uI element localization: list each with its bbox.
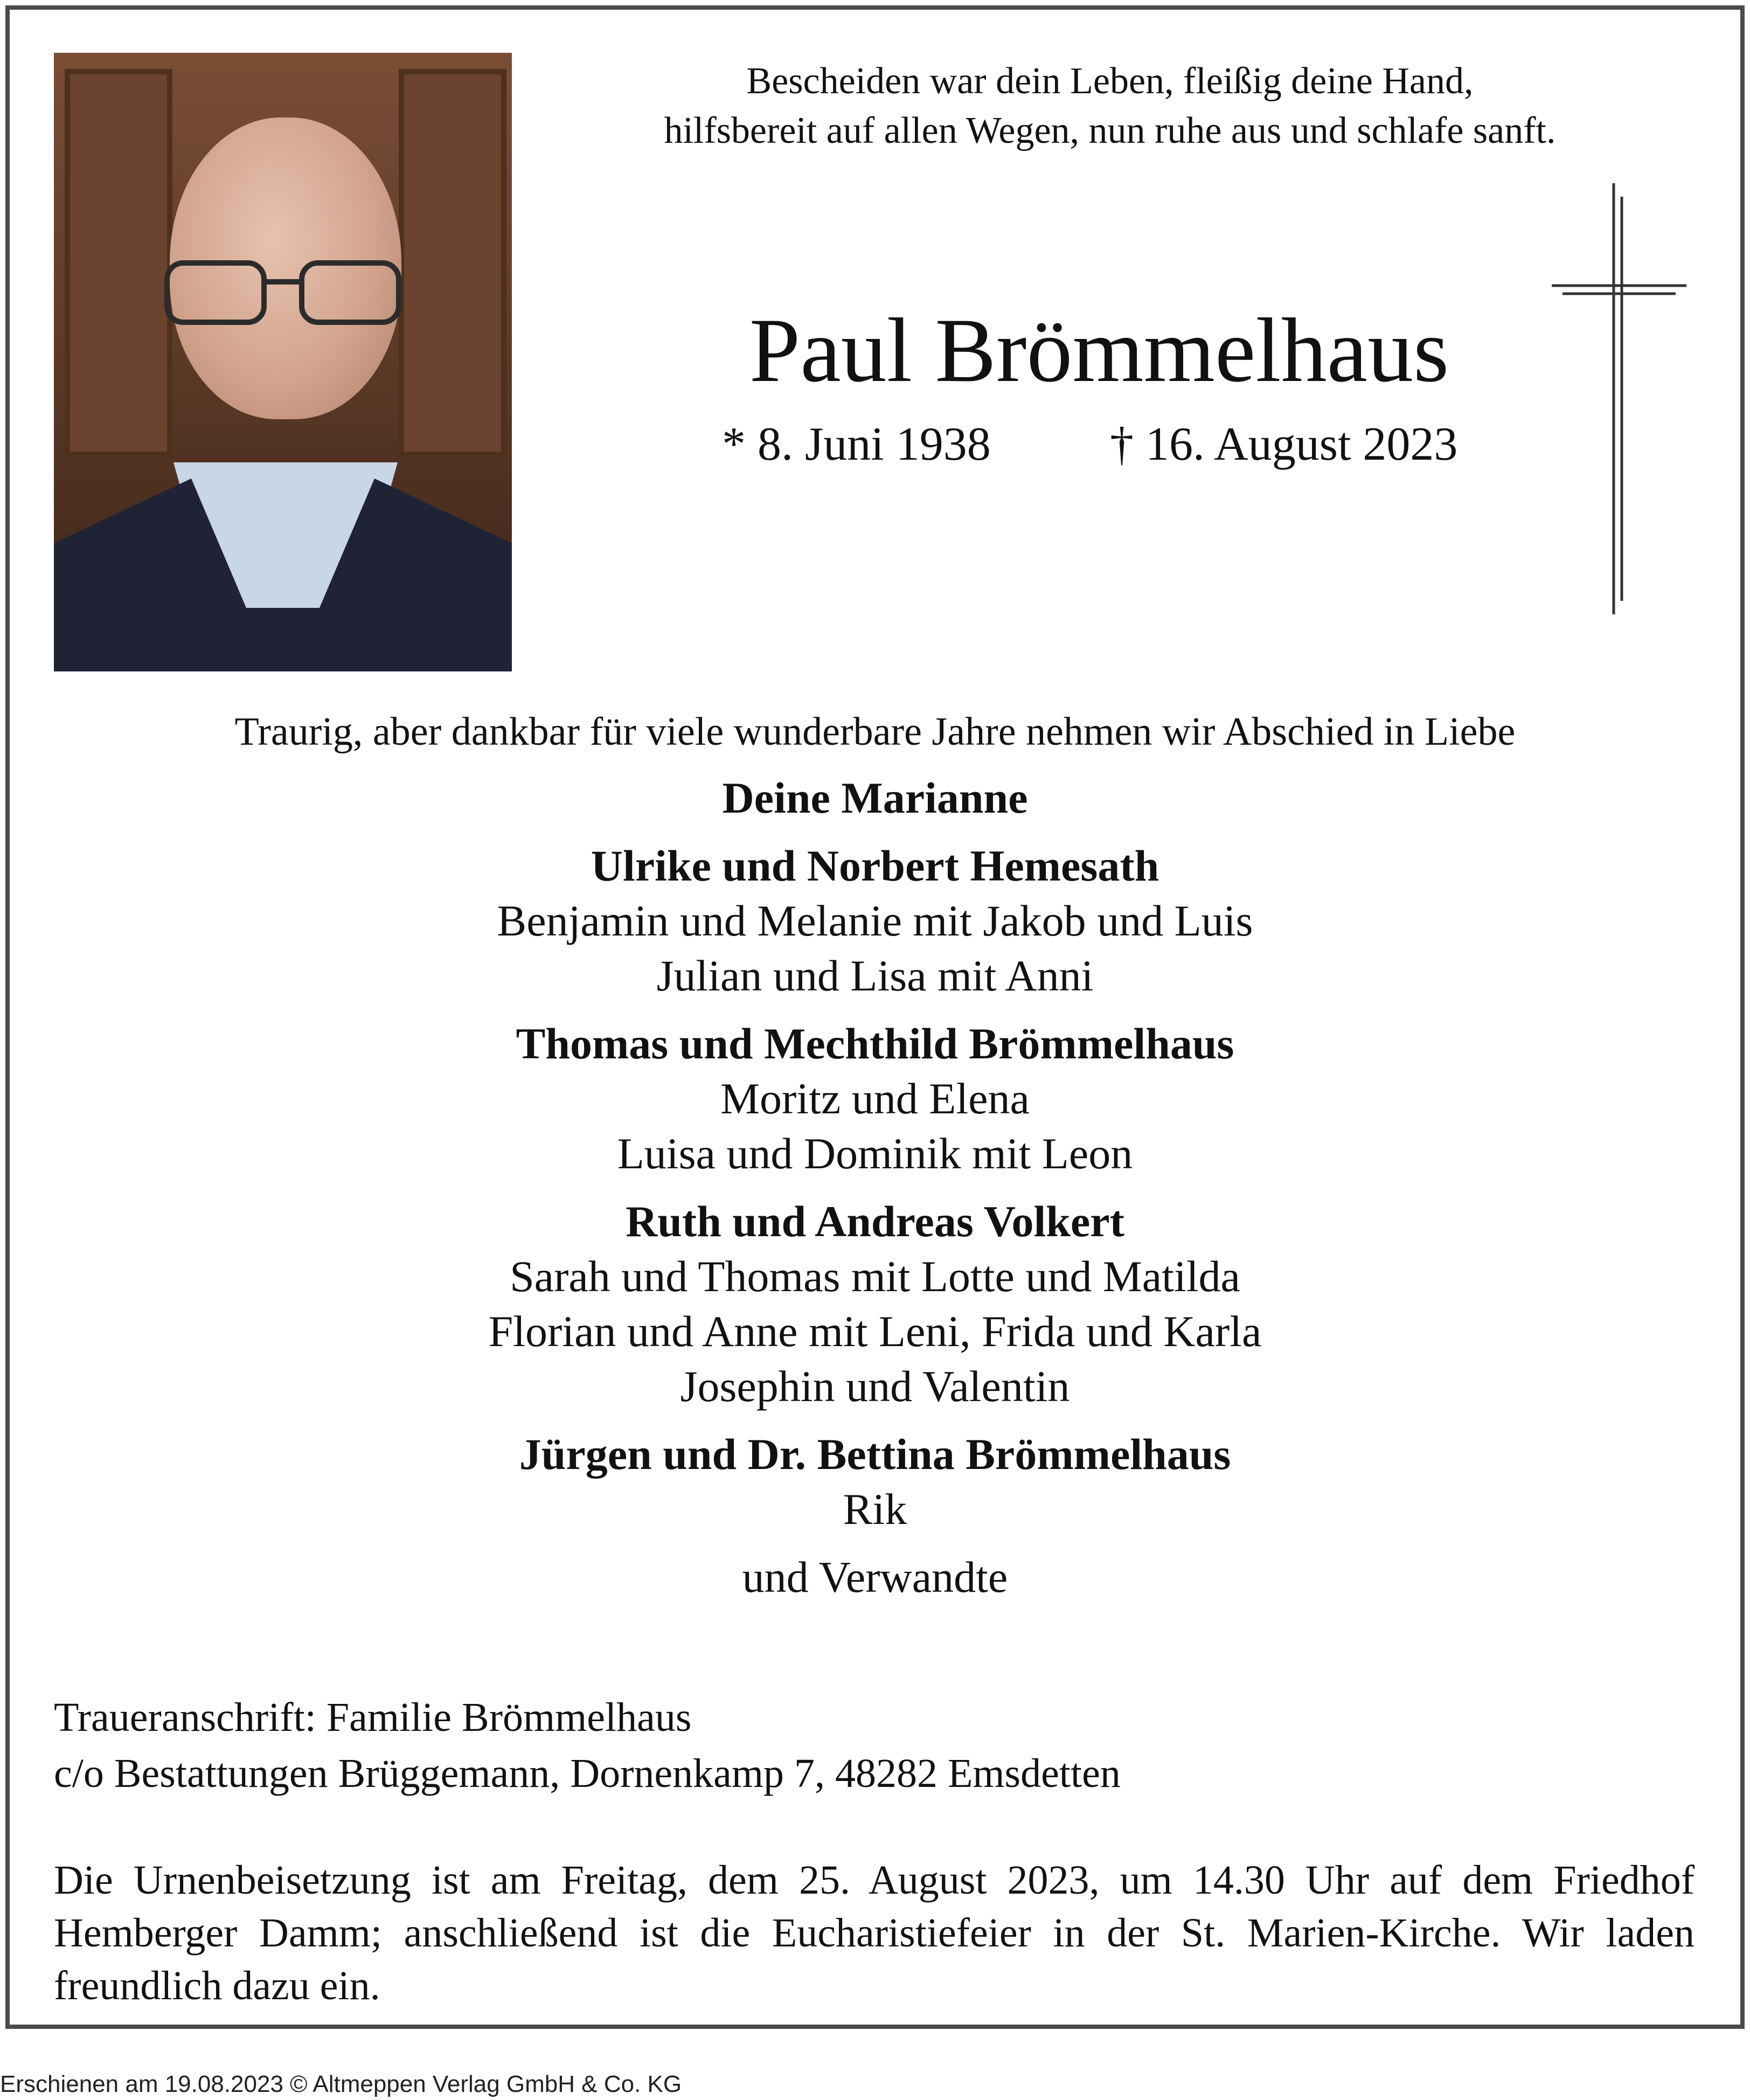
- birth-date: * 8. Juni 1938: [722, 418, 991, 470]
- mourner-line: Josephin und Valentin: [680, 1362, 1070, 1411]
- memorial-quote: [539, 57, 1681, 156]
- mourner-group-head: Ulrike und Norbert Hemesath: [591, 841, 1159, 890]
- quote-line: hilfsbereit auf allen Wegen, nun ruhe aus und schlafe sanft.: [664, 110, 1556, 151]
- glasses-icon: [156, 252, 409, 333]
- mourner-line: Luisa und Dominik mit Leon: [617, 1129, 1133, 1178]
- publication-footer: Erschienen am 19.08.2023 © Altmeppen Verlag GmbH & Co. KG: [0, 2071, 682, 2097]
- deceased-name: Paul Brömmelhaus: [749, 300, 1449, 401]
- mourner-group-head: Ruth und Andreas Volkert: [626, 1197, 1124, 1246]
- relatives-line: und Verwandte: [742, 1553, 1008, 1602]
- mourners-list: [0, 771, 1750, 1605]
- mourner-line: Julian und Lisa mit Anni: [656, 951, 1094, 1000]
- mourner-line: Benjamin und Melanie mit Jakob und Luis: [497, 896, 1253, 945]
- mourner-line: Moritz und Elena: [720, 1074, 1030, 1123]
- mourner-group-head: Deine Marianne: [722, 773, 1028, 822]
- death-date: † 16. August 2023: [1110, 418, 1458, 470]
- mourner-line: Florian und Anne mit Leni, Frida und Karla: [488, 1307, 1262, 1356]
- address-line: c/o Bestattungen Brüggemann, Dornenkamp 7, 48282 Emsdetten: [54, 1751, 1121, 1796]
- farewell-intro: Traurig, aber dankbar für viele wunderbare Jahre nehmen wir Abschied in Liebe: [234, 710, 1516, 754]
- mourner-line: Rik: [843, 1485, 907, 1534]
- quote-line: Bescheiden war dein Leben, fleißig deine Hand,: [746, 60, 1474, 102]
- address-line: Traueranschrift: Familie Brömmelhaus: [54, 1695, 692, 1740]
- cross-icon: [1546, 178, 1692, 620]
- mourning-address: [54, 1689, 1697, 1801]
- portrait-photo: [54, 53, 512, 671]
- mourner-line: Sarah und Thomas mit Lotte und Matilda: [510, 1252, 1240, 1301]
- mourner-group-head: Thomas und Mechthild Brömmelhaus: [516, 1019, 1234, 1068]
- burial-info: Die Urnenbeisetzung ist am Freitag, dem 25. August 2023, um 14.30 Uhr auf dem Friedhof Hemberger Damm; anschließend ist die Eucharistiefeier in der St. Marien-Kirche. Wir laden freundlich dazu ein.: [54, 1858, 1695, 2008]
- mourner-group-head: Jürgen und Dr. Bettina Brömmelhaus: [519, 1430, 1231, 1479]
